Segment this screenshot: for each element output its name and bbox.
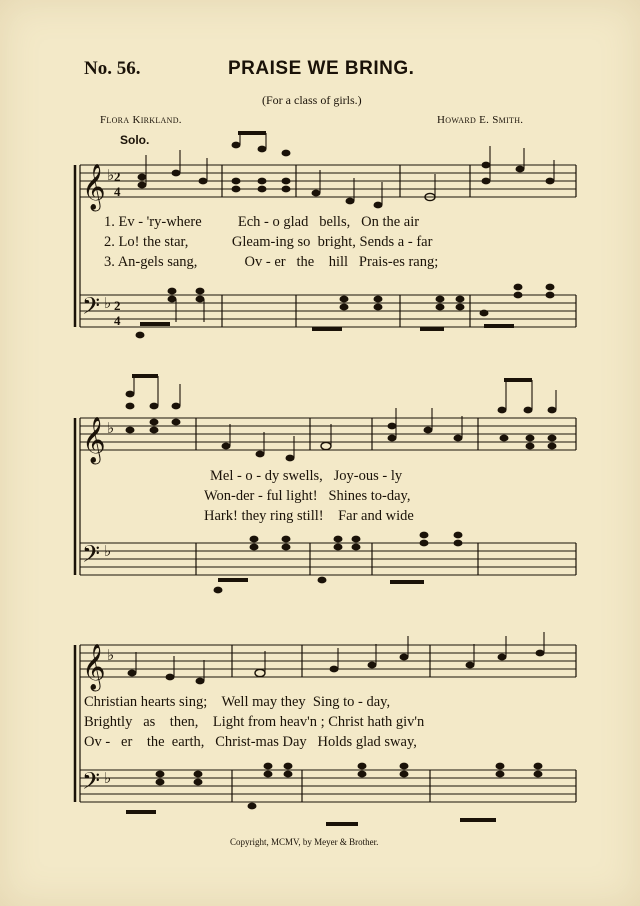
flat-key-signature: ♭ [104,769,112,787]
flat-key-signature: ♭ [107,646,115,664]
verse-1-line: Christian hearts sing; Well may they Sing to - day, [84,694,391,710]
music-system-2 [0,370,640,600]
verse-3-line: Hark! they ring still! Far and wide [204,508,414,524]
copyright-notice: Copyright, MCMV, by Meyer & Brother. [230,837,379,847]
treble-staff [80,164,576,212]
verse-2-line: Won-der - ful light! Shines to-day, [204,488,411,504]
bass-notes [214,532,463,594]
bass-clef-icon: 𝄢 [82,767,101,800]
flat-key-signature: ♭ [104,542,112,560]
bass-clef-icon: 𝄢 [82,292,101,325]
verse-2-line: Brightly as then, Light from heav'n ; Christ hath giv'n [84,714,425,730]
flat-key-signature: ♭ [104,294,112,312]
composer-credit: Howard E. Smith. [437,114,524,126]
treble-clef-icon: 𝄞 [82,417,106,463]
verse-1-line: Mel - o - dy swells, Joy-ous - ly [210,468,403,484]
flat-key-signature: ♭ [107,166,115,184]
bass-clef-icon: 𝄢 [82,540,101,573]
hymn-subtitle: (For a class of girls.) [262,93,362,107]
treble-staff [80,644,576,692]
treble-clef-icon: 𝄞 [82,164,106,210]
time-signature-bottom: 4 [114,313,121,328]
treble-clef-icon: 𝄞 [82,644,106,690]
time-signature-top: 2 [114,298,121,313]
music-system-3 [0,630,640,835]
verse-2-line: 2. Lo! the star, Gleam-ing so bright, Sends a - far [104,234,433,250]
hymn-title: PRAISE WE BRING. [228,58,415,79]
verse-1-line: 1. Ev - 'ry-where Ech - o glad bells, On the air [104,214,420,230]
time-signature-bottom: 4 [114,184,121,199]
verse-3-line: Ov - er the earth, Christ-mas Day Holds glad sway, [84,734,417,750]
time-signature-top: 2 [114,169,121,184]
lyricist-credit: Flora Kirkland. [100,114,182,126]
hymn-number: No. 56. [84,58,141,79]
flat-key-signature: ♭ [107,419,115,437]
bass-staff [80,540,576,575]
verse-3-line: 3. An-gels sang, Ov - er the hill Prais-es rang; [104,254,439,270]
solo-marking: Solo. [120,133,150,147]
